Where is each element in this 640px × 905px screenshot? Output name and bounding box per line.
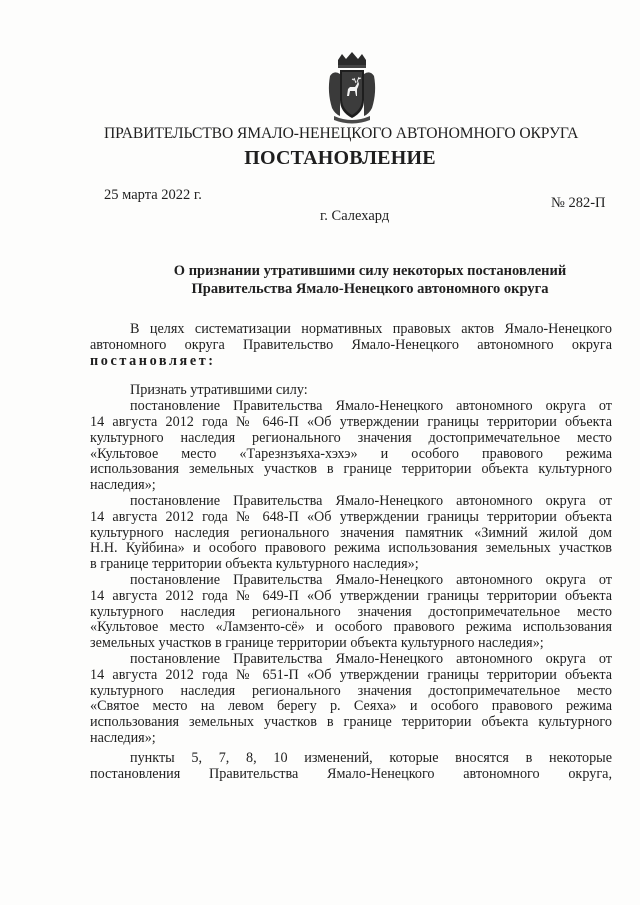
subject-line: О признании утратившими силу некоторых постановлений xyxy=(173,263,567,279)
list-item xyxy=(90,652,612,747)
list-item-line: постановление Правительства Ямало-Ненецкого автономного округа от xyxy=(130,571,612,588)
document-subject xyxy=(90,262,640,298)
document-body xyxy=(90,322,612,782)
list-item xyxy=(90,751,612,783)
list-item-line: 14 августа 2012 года № 649-П «Об утверждении границы территории объекта xyxy=(90,587,612,604)
document-type-title: ПОСТАНОВЛЕНИЕ xyxy=(244,147,436,169)
list-item-line: 14 августа 2012 года № 651-П «Об утверждении границы территории объекта xyxy=(90,666,612,683)
list-item-line: культурного наследия регионального значения памятник «Зимний жилой дом xyxy=(90,524,612,541)
list-item-line: 14 августа 2012 года № 648-П «Об утверждении границы территории объекта xyxy=(90,508,612,525)
list-item-line: использования земельных участков в границе территории объекта культурного xyxy=(90,461,612,478)
list-item-line: культурного наследия регионального значения достопримечательное место xyxy=(90,682,612,699)
list-item-line: «Святое место на левом берегу р. Сеяха» и особого правового режима xyxy=(90,698,612,715)
document-number: № 282-П xyxy=(551,195,606,211)
preamble-line: автономного округа Правительство Ямало-Ненецкого автономного округа xyxy=(90,336,612,353)
list-item-line: земельных участков в границе территории объекта культурного наследия»; xyxy=(90,635,544,652)
list-item-line: пункты 5, 7, 8, 10 изменений, которые вносятся в некоторые xyxy=(130,749,612,766)
subject-line: Правительства Ямало-Ненецкого автономного округа xyxy=(191,281,549,297)
list-item-line: постановление Правительства Ямало-Ненецкого автономного округа от xyxy=(130,492,612,509)
document-date: 25 марта 2022 г. xyxy=(104,187,202,203)
government-title: ПРАВИТЕЛЬСТВО ЯМАЛО-НЕНЕЦКОГО АВТОНОМНОГО ОКРУГА xyxy=(104,125,579,142)
preamble-line: В целях систематизации нормативных правовых актов Ямало-Ненецкого xyxy=(130,321,612,337)
document-city: г. Салехард xyxy=(320,208,390,224)
coat-of-arms-icon xyxy=(326,52,378,124)
list-item-line: наследия»; xyxy=(90,477,156,494)
list-item-line: культурного наследия регионального значения достопримечательное место xyxy=(90,603,612,620)
list-item-line: постановление Правительства Ямало-Ненецкого автономного округа от xyxy=(130,650,612,667)
list-item xyxy=(90,494,612,573)
list-item xyxy=(90,399,612,494)
list-item-line: в границе территории объекта культурного наследия»; xyxy=(90,556,419,573)
list-item-line: наследия»; xyxy=(90,729,156,746)
list-item-line: «Культовое место «Тарезнзъяха-хэхэ» и особого правового режима xyxy=(90,445,612,462)
list-item-line: использования земельных участков в границе территории объекта культурного xyxy=(90,714,612,731)
list-item-line: постановления Правительства Ямало-Ненецкого автономного округа, xyxy=(90,765,612,782)
list-item xyxy=(90,573,612,652)
list-item-line: «Культовое место «Ламзенто-сё» и особого правового режима использования xyxy=(90,619,612,636)
list-item-line: Н.Н. Куйбина» и особого правового режима использования земельных участков xyxy=(90,540,612,557)
preamble-paragraph xyxy=(90,322,612,369)
list-item-line: 14 августа 2012 года № 646-П «Об утверждении границы территории объекта xyxy=(90,413,612,430)
list-item-line: культурного наследия регионального значения достопримечательное место xyxy=(90,429,612,446)
list-item-line: постановление Правительства Ямало-Ненецкого автономного округа от xyxy=(130,398,612,415)
intro-line: Признать утратившими силу: xyxy=(130,382,308,399)
intro-paragraph xyxy=(90,383,612,399)
resolves-word: постановляет: xyxy=(90,352,216,369)
